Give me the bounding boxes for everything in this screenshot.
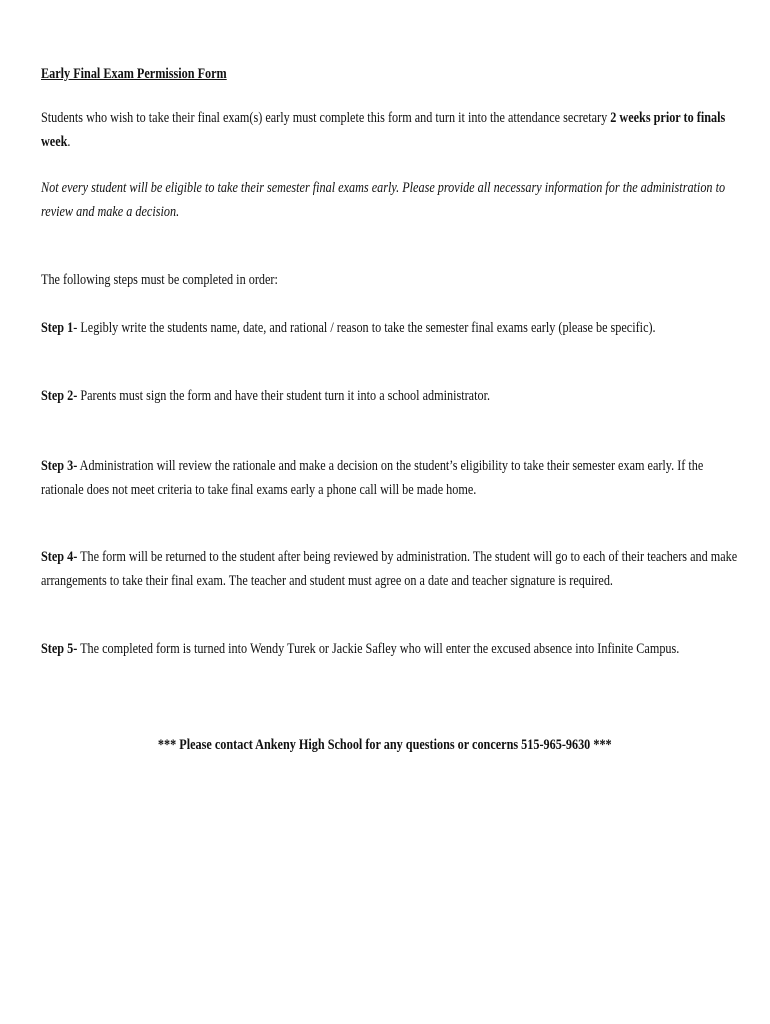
step-4-text: The form will be returned to the student after being reviewed by administration. The student will go to each of their teachers and make arrangements to take their final exam. The teacher and student must agree on a date and teacher signature is required. xyxy=(41,549,738,589)
step-5-label: Step 5- xyxy=(41,641,78,657)
intro-deadline: 2 weeks prior to finals week xyxy=(41,110,726,150)
eligibility-note: Not every student will be eligible to take their semester final exams early. Please provide all necessary information for the administration to review and make a decision. xyxy=(41,180,726,220)
step-2-label: Step 2- xyxy=(41,388,78,404)
contact-text: *** Please contact Ankeny High School for any questions or concerns 515-965-9630 *** xyxy=(158,737,612,753)
step-2-text: Parents must sign the form and have their student turn it into a school administrator. xyxy=(77,388,491,404)
step-1-label: Step 1 xyxy=(41,320,74,336)
step-5 xyxy=(41,637,738,661)
contact-line xyxy=(0,733,770,757)
intro-end: . xyxy=(67,134,71,150)
step-5-text: The completed form is turned into Wendy Turek or Jackie Safley who will enter the excused absence into Infinite Campus. xyxy=(77,641,680,657)
step-3-text: Administration will review the rationale and make a decision on the student’s eligibility to take their semester exam early. If the rationale does not meet criteria to take final exams early a phone call will be made home. xyxy=(41,458,704,498)
step-4 xyxy=(41,545,738,593)
intro-text: Students who wish to take their final exam(s) early must complete this form and turn it into the attendance secretary xyxy=(41,110,611,126)
step-1-text: - Legibly write the students name, date, and rational / reason to take the semester final exams early (please be specific). xyxy=(73,320,656,336)
step-4-label: Step 4- xyxy=(41,549,78,565)
form-title: Early Final Exam Permission Form xyxy=(41,66,227,82)
step-1 xyxy=(41,316,738,340)
step-3 xyxy=(41,454,738,502)
step-3-label: Step 3- xyxy=(41,458,78,474)
steps-intro: The following steps must be completed in order: xyxy=(41,272,278,288)
step-2 xyxy=(41,384,738,408)
intro-paragraph xyxy=(41,106,738,154)
